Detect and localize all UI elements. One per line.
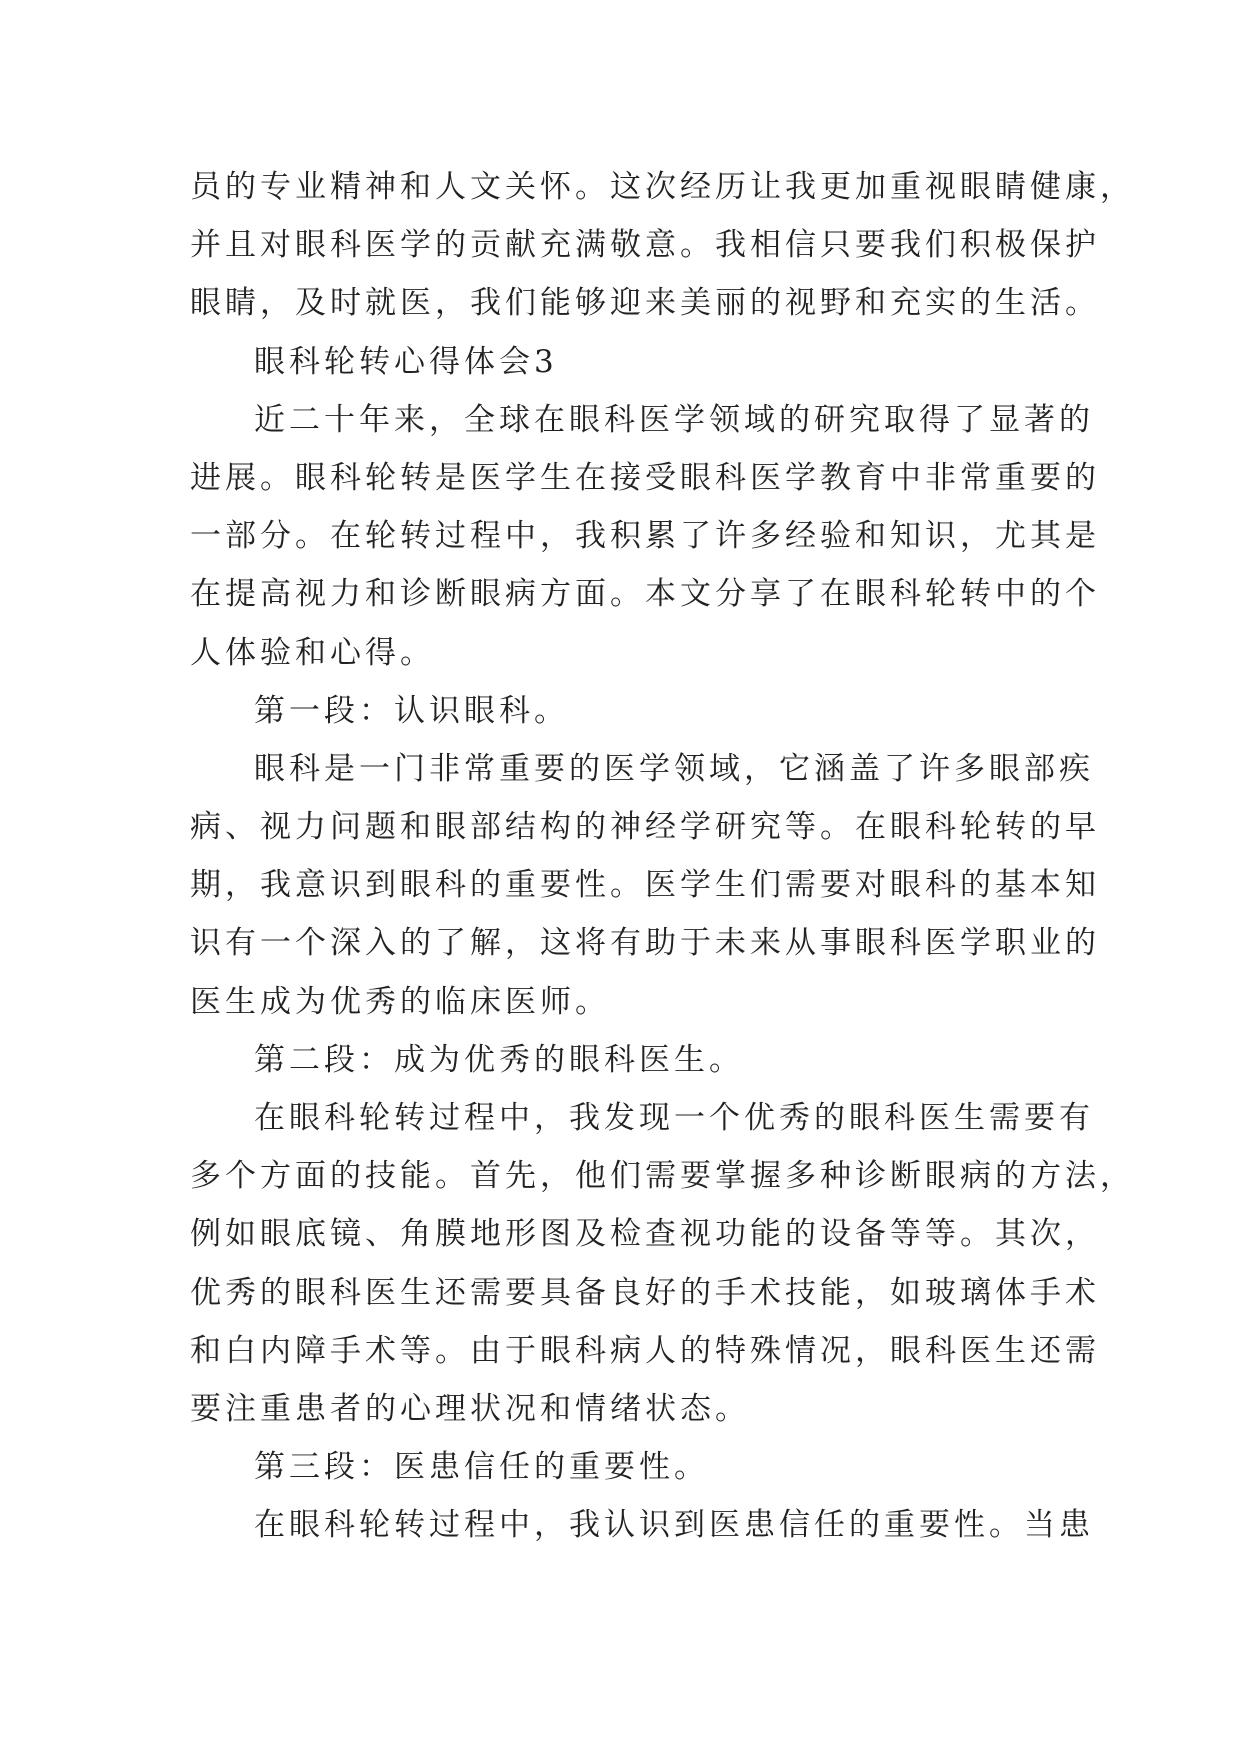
- text-line: 在提高视力和诊断眼病方面。本文分享了在眼科轮转中的个: [190, 576, 1100, 613]
- text-line: 第一段：认识眼科。: [254, 692, 569, 729]
- text-line: 眼科轮转心得体会3: [254, 343, 558, 380]
- text-line: 进展。眼科轮转是医学生在接受眼科医学教育中非常重要的: [190, 459, 1100, 496]
- text-line: 人体验和心得。: [190, 634, 435, 671]
- text-line: 在眼科轮转过程中，我认识到医患信任的重要性。当患: [254, 1507, 1094, 1544]
- text-line: 第三段：医患信任的重要性。: [254, 1449, 709, 1486]
- text-line: 眼科是一门非常重要的医学领域，它涵盖了许多眼部疾: [254, 750, 1094, 787]
- text-line: 识有一个深入的了解，这将有助于未来从事眼科医学职业的: [190, 925, 1100, 962]
- text-line: 在眼科轮转过程中，我发现一个优秀的眼科医生需要有: [254, 1100, 1094, 1136]
- text-line: 病、视力问题和眼部结构的神经学研究等。在眼科轮转的早: [190, 809, 1100, 846]
- text-line: 要注重患者的心理状况和情绪状态。: [190, 1390, 750, 1427]
- text-line: 眼睛，及时就医，我们能够迎来美丽的视野和充实的生活。: [190, 285, 1100, 322]
- text-line: 期，我意识到眼科的重要性。医学生们需要对眼科的基本知: [190, 867, 1100, 904]
- text-line: 员的专业精神和人文关怀。这次经历让我更加重视眼睛健康，: [190, 169, 1135, 205]
- text-line: 多个方面的技能。首先，他们需要掌握多种诊断眼病的方法，: [190, 1158, 1135, 1195]
- text-line: 第二段：成为优秀的眼科医生。: [254, 1041, 744, 1078]
- text-line: 和白内障手术等。由于眼科病人的特殊情况，眼科医生还需: [190, 1332, 1100, 1369]
- text-line: 一部分。在轮转过程中，我积累了许多经验和知识，尤其是: [190, 518, 1100, 555]
- text-line: 优秀的眼科医生还需要具备良好的手术技能，如玻璃体手术: [190, 1274, 1100, 1311]
- text-line: 并且对眼科医学的贡献充满敬意。我相信只要我们积极保护: [190, 227, 1100, 264]
- text-line: 近二十年来，全球在眼科医学领域的研究取得了显著的: [254, 401, 1094, 438]
- document-body: [190, 158, 1135, 1555]
- text-line: 例如眼底镜、角膜地形图及检查视功能的设备等等。其次，: [190, 1216, 1100, 1253]
- text-line: 医生成为优秀的临床医师。: [190, 983, 610, 1020]
